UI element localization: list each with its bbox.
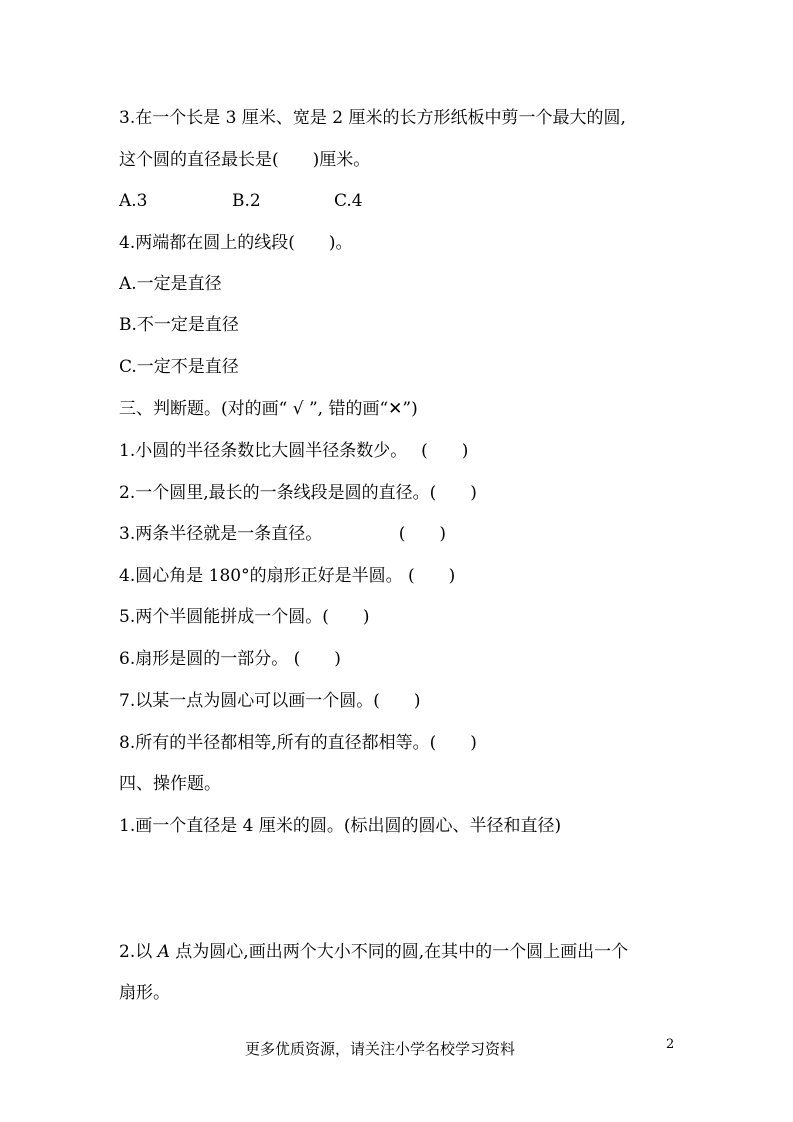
- operations-q2-line1: [119, 941, 628, 963]
- q4-question: 4.两端都在圆上的线段( )。: [119, 233, 353, 253]
- judgment-item-5: 5.两个半圆能拼成一个圆。( ): [119, 607, 370, 627]
- q4-option-b: B.不一定是直径: [119, 315, 239, 335]
- q3-line1: 3.在一个长是 3 厘米、宽是 2 厘米的长方形纸板中剪一个最大的圆,: [119, 108, 626, 128]
- q4-option-c: C.一定不是直径: [119, 357, 239, 377]
- operations-q2-prefix: 2.以: [119, 942, 158, 962]
- point-a-label: A: [157, 942, 170, 962]
- operations-q1: 1.画一个直径是 4 厘米的圆。(标出圆的圆心、半径和直径): [119, 816, 562, 836]
- q3-line2: 这个圆的直径最长是( )厘米。: [119, 150, 371, 170]
- judgment-item-8: 8.所有的半径都相等,所有的直径都相等。( ): [119, 733, 477, 753]
- judgment-item-7: 7.以某一点为圆心可以画一个圆。( ): [119, 691, 421, 711]
- q4-option-a: A.一定是直径: [119, 274, 222, 294]
- q3-option-c: C.4: [334, 191, 363, 211]
- operations-q2-suffix: 点为圆心,画出两个大小不同的圆,在其中的一个圆上画出一个: [169, 942, 629, 962]
- q3-option-b: B.2: [232, 191, 261, 211]
- page-number: 2: [666, 1037, 675, 1052]
- operations-q2-line2: 扇形。: [119, 983, 170, 1003]
- q3-option-a: A.3: [119, 191, 148, 211]
- judgment-item-4: 4.圆心角是 180°的扇形正好是半圆。 ( ): [119, 566, 456, 586]
- judgment-item-3: 3.两条半径就是一条直径。 ( ): [119, 524, 446, 544]
- footer-text: 更多优质资源，请关注小学名校学习资料: [245, 1040, 516, 1058]
- judgment-item-6: 6.扇形是圆的一部分。 ( ): [119, 649, 341, 669]
- judgment-item-2: 2.一个圆里,最长的一条线段是圆的直径。( ): [119, 483, 477, 503]
- operations-heading: 四、操作题。: [119, 774, 221, 794]
- judgment-heading: 三、判断题。(对的画“ √ ”, 错的画“✕”): [119, 399, 418, 419]
- judgment-item-1: 1.小圆的半径条数比大圆半径条数少。 ( ): [119, 441, 469, 461]
